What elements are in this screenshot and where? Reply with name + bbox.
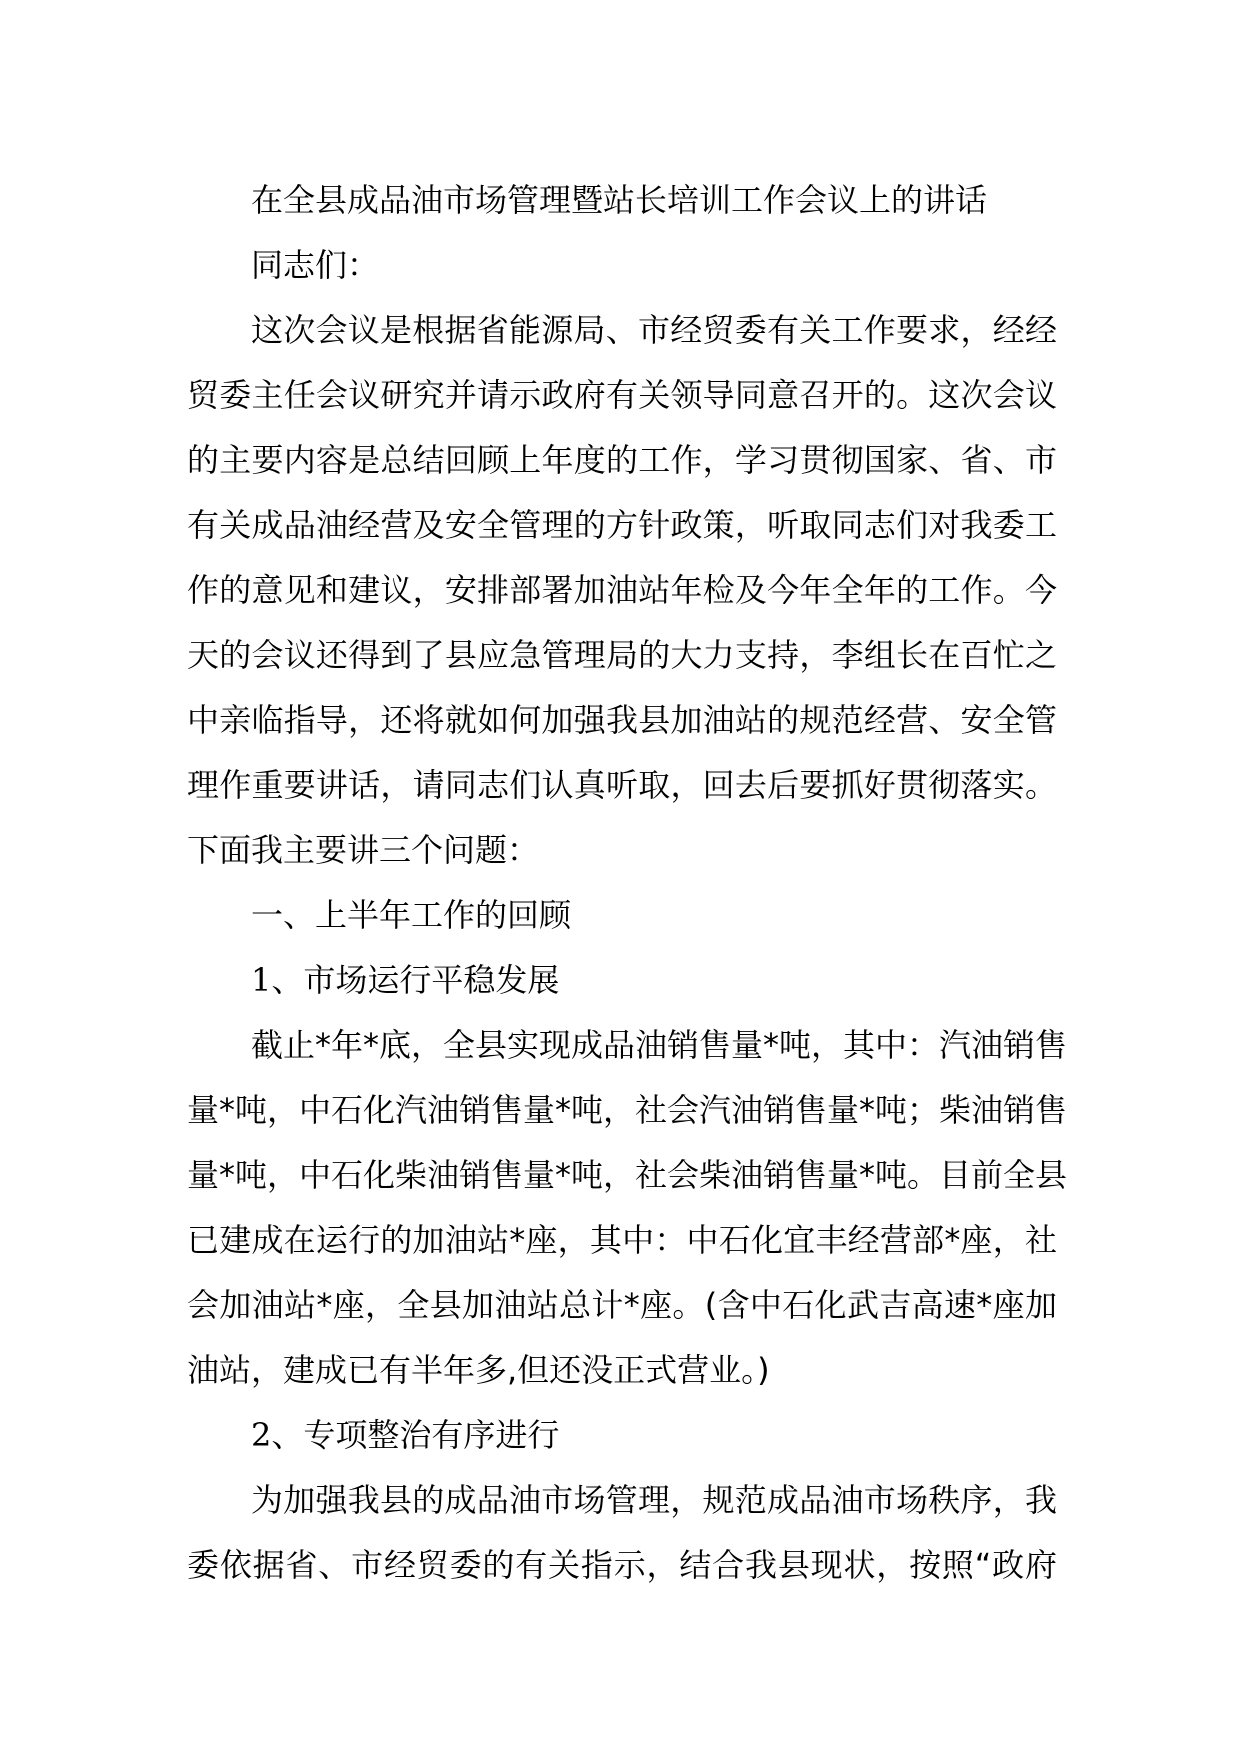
paragraph-line: 油站，建成已有半年多,但还没正式营业。) bbox=[187, 1351, 770, 1389]
paragraph-line: 量*吨，中石化柴油销售量*吨，社会柴油销售量*吨。目前全县 bbox=[187, 1156, 1068, 1194]
paragraph-line: 截止*年*底，全县实现成品油销售量*吨，其中：汽油销售 bbox=[251, 1026, 1068, 1064]
document-title: 在全县成品油市场管理暨站长培训工作会议上的讲话 bbox=[251, 181, 988, 219]
paragraph-line: 作的意见和建议，安排部署加油站年检及今年全年的工作。今 bbox=[187, 571, 1057, 609]
subsection-heading bbox=[187, 1403, 1057, 1468]
paragraph-line: 会加油站*座，全县加油站总计*座。(含中石化武吉高速*座加 bbox=[187, 1286, 1057, 1324]
paragraph-market bbox=[187, 1013, 1068, 1403]
subsection-number: 1 bbox=[251, 961, 272, 999]
paragraph-line: 这次会议是根据省能源局、市经贸委有关工作要求，经经 bbox=[251, 311, 1057, 349]
paragraph-line: 量*吨，中石化汽油销售量*吨，社会汽油销售量*吨；柴油销售 bbox=[187, 1091, 1068, 1129]
paragraph-line: 有关成品油经营及安全管理的方针政策，听取同志们对我委工 bbox=[187, 506, 1057, 544]
paragraph-line: 理作重要讲话，请同志们认真听取，回去后要抓好贯彻落实。 bbox=[187, 766, 1057, 804]
paragraph-line: 已建成在运行的加油站*座，其中：中石化宜丰经营部*座，社 bbox=[187, 1221, 1057, 1259]
salutation: 同志们： bbox=[251, 246, 380, 284]
subsection-text: 、专项整治有序进行 bbox=[271, 1416, 560, 1454]
paragraph-line: 委依据省、市经贸委的有关指示，结合我县现状，按照“政府 bbox=[187, 1546, 1057, 1584]
paragraph-intro bbox=[187, 298, 1057, 883]
subsection-heading bbox=[187, 948, 1057, 1013]
paragraph-line: 中亲临指导，还将就如何加强我县加油站的规范经营、安全管 bbox=[187, 701, 1057, 739]
subsection-text: 、市场运行平稳发展 bbox=[271, 961, 560, 999]
paragraph-line: 下面我主要讲三个问题： bbox=[187, 831, 540, 869]
paragraph-line: 为加强我县的成品油市场管理，规范成品油市场秩序，我 bbox=[251, 1481, 1057, 1519]
paragraph-line: 的主要内容是总结回顾上年度的工作，学习贯彻国家、省、市 bbox=[187, 441, 1057, 479]
paragraph-line: 天的会议还得到了县应急管理局的大力支持，李组长在百忙之 bbox=[187, 636, 1057, 674]
section-heading: 一、上半年工作的回顾 bbox=[251, 896, 572, 934]
subsection-number: 2 bbox=[251, 1416, 272, 1454]
document-body bbox=[187, 168, 1068, 1598]
paragraph-line: 贸委主任会议研究并请示政府有关领导同意召开的。这次会议 bbox=[187, 376, 1057, 414]
paragraph-rectification bbox=[187, 1468, 1057, 1598]
